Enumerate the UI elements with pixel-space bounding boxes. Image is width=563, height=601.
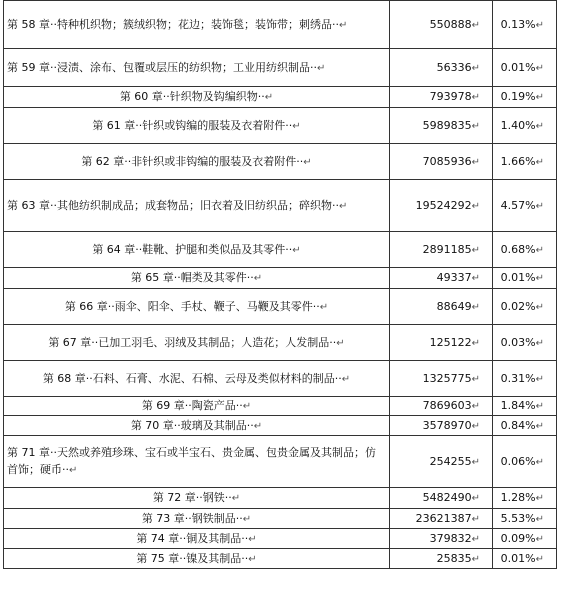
chapter-percent: 0.13%↵ xyxy=(493,1,557,49)
chapter-value: 1325775↵ xyxy=(390,361,493,397)
trade-table xyxy=(3,0,557,569)
chapter-percent: 4.57%↵ xyxy=(493,180,557,232)
chapter-percent: 0.03%↵ xyxy=(493,325,557,361)
chapter-value: 5482490↵ xyxy=(390,488,493,509)
table-row xyxy=(4,268,557,289)
chapter-value: 88649↵ xyxy=(390,289,493,325)
table-row xyxy=(4,397,557,416)
table-row xyxy=(4,416,557,436)
chapter-description: 第 62 章··非针织或非钩编的服装及衣着附件··↵ xyxy=(4,144,390,180)
table-row xyxy=(4,509,557,529)
chapter-description: 第 68 章··石料、石膏、水泥、石棉、云母及类似材料的制品··↵ xyxy=(4,361,390,397)
chapter-description: 第 64 章··鞋靴、护腿和类似品及其零件··↵ xyxy=(4,232,390,268)
chapter-description: 第 70 章··玻璃及其制品··↵ xyxy=(4,416,390,436)
chapter-value: 7869603↵ xyxy=(390,397,493,416)
chapter-percent: 1.40%↵ xyxy=(493,108,557,144)
table-row xyxy=(4,1,557,49)
chapter-description: 第 60 章··针织物及钩编织物··↵ xyxy=(4,87,390,108)
table-row xyxy=(4,144,557,180)
chapter-description: 第 61 章··针织或钩编的服装及衣着附件··↵ xyxy=(4,108,390,144)
chapter-value: 3578970↵ xyxy=(390,416,493,436)
chapter-value: 56336↵ xyxy=(390,49,493,87)
chapter-percent: 0.01%↵ xyxy=(493,49,557,87)
chapter-value: 379832↵ xyxy=(390,529,493,549)
table-row xyxy=(4,436,557,488)
table-row xyxy=(4,49,557,87)
chapter-value: 25835↵ xyxy=(390,549,493,569)
table-row xyxy=(4,180,557,232)
chapter-value: 5989835↵ xyxy=(390,108,493,144)
chapter-percent: 1.84%↵ xyxy=(493,397,557,416)
chapter-value: 7085936↵ xyxy=(390,144,493,180)
chapter-percent: 5.53%↵ xyxy=(493,509,557,529)
chapter-description: 第 74 章··铜及其制品··↵ xyxy=(4,529,390,549)
table-row xyxy=(4,232,557,268)
chapter-percent: 0.19%↵ xyxy=(493,87,557,108)
chapter-value: 254255↵ xyxy=(390,436,493,488)
chapter-percent: 0.01%↵ xyxy=(493,549,557,569)
chapter-percent: 0.68%↵ xyxy=(493,232,557,268)
chapter-description: 第 75 章··镍及其制品··↵ xyxy=(4,549,390,569)
chapter-description: 第 63 章··其他纺织制成品；成套物品；旧衣着及旧纺织品；碎织物··↵ xyxy=(4,180,390,232)
chapter-description: 第 73 章··钢铁制品··↵ xyxy=(4,509,390,529)
chapter-percent: 0.02%↵ xyxy=(493,289,557,325)
table-row xyxy=(4,549,557,569)
table-row xyxy=(4,108,557,144)
chapter-description: 第 58 章··特种机织物；簇绒织物；花边；装饰毯；装饰带；刺绣品··↵ xyxy=(4,1,390,49)
table-row xyxy=(4,325,557,361)
table-row xyxy=(4,529,557,549)
chapter-description: 第 66 章··雨伞、阳伞、手杖、鞭子、马鞭及其零件··↵ xyxy=(4,289,390,325)
chapter-percent: 0.09%↵ xyxy=(493,529,557,549)
table-row xyxy=(4,289,557,325)
chapter-description: 第 67 章··已加工羽毛、羽绒及其制品；人造花；人发制品··↵ xyxy=(4,325,390,361)
chapter-percent: 0.31%↵ xyxy=(493,361,557,397)
chapter-value: 793978↵ xyxy=(390,87,493,108)
table-row xyxy=(4,361,557,397)
table-row xyxy=(4,87,557,108)
chapter-description: 第 59 章··浸渍、涂布、包覆或层压的纺织物；工业用纺织制品··↵ xyxy=(4,49,390,87)
chapter-description: 第 72 章··钢铁··↵ xyxy=(4,488,390,509)
table-row xyxy=(4,488,557,509)
chapter-description: 第 71 章··天然或养殖珍珠、宝石或半宝石、贵金属、包贵金属及其制品；仿首饰；硬币··↵ xyxy=(4,436,390,488)
chapter-percent: 0.01%↵ xyxy=(493,268,557,289)
chapter-value: 49337↵ xyxy=(390,268,493,289)
chapter-description: 第 69 章··陶瓷产品··↵ xyxy=(4,397,390,416)
chapter-percent: 0.06%↵ xyxy=(493,436,557,488)
chapter-value: 2891185↵ xyxy=(390,232,493,268)
chapter-percent: 1.28%↵ xyxy=(493,488,557,509)
chapter-percent: 0.84%↵ xyxy=(493,416,557,436)
chapter-value: 125122↵ xyxy=(390,325,493,361)
chapter-description: 第 65 章··帽类及其零件··↵ xyxy=(4,268,390,289)
chapter-value: 23621387↵ xyxy=(390,509,493,529)
chapter-percent: 1.66%↵ xyxy=(493,144,557,180)
chapter-value: 550888↵ xyxy=(390,1,493,49)
chapter-value: 19524292↵ xyxy=(390,180,493,232)
